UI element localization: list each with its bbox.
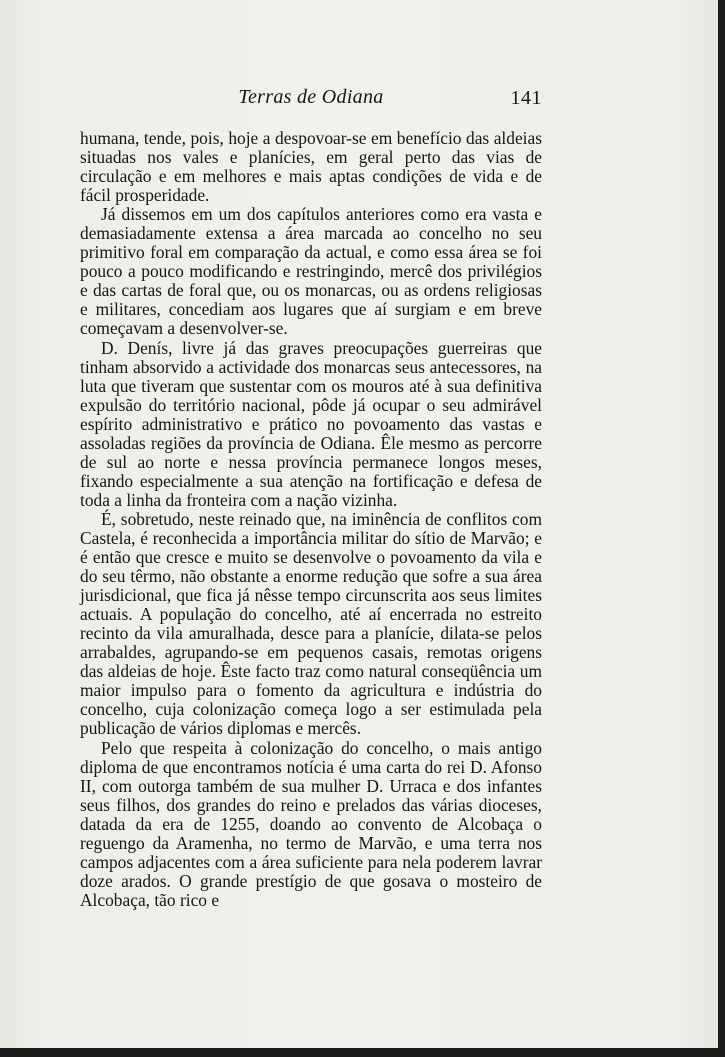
body-text: [80, 129, 542, 910]
paragraph-4: É, sobretudo, neste reinado que, na iminência de conflitos com Castela, é reconhecida a importância militar do sítio de Marvão; e é então que cresce e muito se desenvolve o povoamento da vila e do seu têrmo, não obstante a enorme redução que sofre a sua área jurisdicional, que fica já nêsse tempo circunscrita aos seus limites actuais. A população do concelho, até aí encerrada no estreito recinto da vila amuralhada, desce para a planície, dilata-se pelos arrabaldes, agrupando-se em pequenos casais, remotas origens das aldeias de hoje. Êste facto traz como natural conseqüência um maior impulso para o fomento da agricultura e indústria do concelho, cuja colonização começa logo a ser estimulada pela publicação de vários diplomas e mercês.: [80, 508, 542, 739]
page-header: [80, 86, 542, 120]
scan-edge-right: [718, 0, 725, 1057]
paragraph-3: D. Denís, livre já das graves preocupações guerreiras que tinham absorvido a actividade dos monarcas seus antecessores, na luta que tiveram que sustentar com os mouros até à sua definitiva expulsão do território nacional, pôde já ocupar o seu admirável espírito administrativo e prático no povoamento das vastas e assoladas regiões da província de Odiana. Êle mesmo as percorre de sul ao norte e nessa província permanece longos meses, fixando especialmente a sua atenção na fortificação e defesa de toda a linha da fronteira com a nação vizinha.: [80, 337, 542, 510]
page-number: 141: [510, 87, 542, 109]
paragraph-2: Já dissemos em um dos capítulos anteriores como era vasta e demasiadamente extensa a área marcada ao concelho no seu primitivo foral em comparação da actual, e como essa área se foi pouco a pouco modificando e restringindo, mercê dos privilégios e das cartas de foral que, ou os monarcas, ou as ordens religiosas e militares, concediam aos lugares que aí surgiam e em breve começavam a desenvolver-se.: [80, 204, 542, 339]
paragraph-1: humana, tende, pois, hoje a despovoar-se em benefício das aldeias situadas nos vales e planícies, em geral perto das vias de circulação e em melhores e mais aptas condições de vida e de fácil prosperidade.: [80, 128, 542, 206]
paragraph-5: Pelo que respeita à colonização do concelho, o mais antigo diploma de que encontramos notícia é uma carta do rei D. Afonso II, com outorga também de sua mulher D. Urraca e dos infantes seus filhos, dos grandes do reino e prelados das várias dioceses, datada da era de 1255, doando ao convento de Alcobaça o reguengo da Aramenha, no termo de Marvão, e uma terra nos campos adjacentes com a área suficiente para nela poderem lavrar doze arados. O grande prestígio de que gosava o mosteiro de Alcobaça, tão rico e: [80, 737, 542, 910]
scan-edge-bottom: [0, 1048, 725, 1057]
running-title: Terras de Odiana: [238, 86, 384, 108]
